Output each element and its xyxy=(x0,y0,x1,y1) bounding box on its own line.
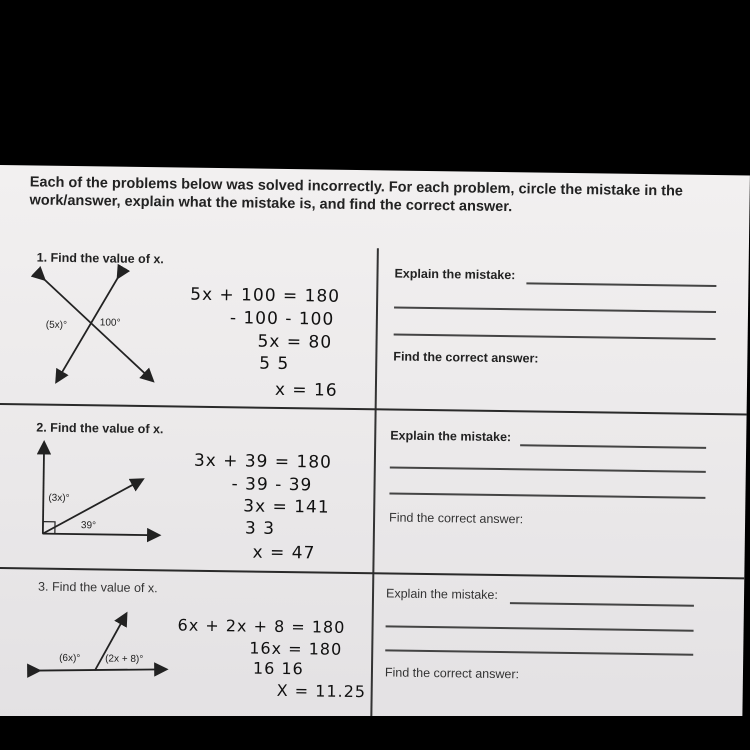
angle-label-39: 39° xyxy=(80,520,97,532)
problem-3-work-line-4: X = 11.25 xyxy=(276,680,367,702)
problem-2-diagram xyxy=(33,439,170,551)
problem-3-explain-blank-3[interactable] xyxy=(385,649,693,655)
photo-border-bottom xyxy=(0,716,750,750)
problem-2-answer-label: Find the correct answer: xyxy=(389,510,524,527)
horizontal-ray xyxy=(43,534,158,536)
problem-3-explain-blank-1[interactable] xyxy=(510,602,694,606)
problem-3-explain-label: Explain the mistake: xyxy=(385,586,499,602)
angle-label-6x: (6x)° xyxy=(59,652,81,665)
column-divider xyxy=(370,248,379,735)
problem-2-explain-blank-1[interactable] xyxy=(520,444,706,448)
problem-3-explain-blank-2[interactable] xyxy=(386,625,694,631)
straight-line xyxy=(38,668,165,673)
problem-1-explain-blank-2[interactable] xyxy=(394,307,716,313)
instructions-text: Each of the problems below was solved incorrectly. For each problem, circle the mistake in the work/answer, explain what the mistake is, and find the correct answer. xyxy=(29,174,684,216)
problem-2-work-line-1: 3x + 39 = 180 xyxy=(193,450,333,473)
problem-3-work-line-1: 6x + 2x + 8 = 180 xyxy=(177,615,346,637)
problem-3-work-line-2: 16x = 180 xyxy=(249,638,343,659)
angle-label-2x-plus-8: (2x + 8)° xyxy=(105,653,144,666)
problem-1-work-line-2: - 100 - 100 xyxy=(229,308,335,330)
problem-1-explain-blank-3[interactable] xyxy=(394,334,716,340)
problem-1-diagram xyxy=(27,270,169,392)
problem-2-work-line-4: 3 3 xyxy=(244,518,276,539)
problem-1-explain-label: Explain the mistake: xyxy=(394,266,516,283)
problem-3-answer-label: Find the correct answer: xyxy=(384,665,520,682)
problem-3-work-line-3: 16 16 xyxy=(252,658,304,679)
angle-label-5x: (5x)° xyxy=(45,319,68,331)
problem-1-work-line-5: x = 16 xyxy=(274,379,338,401)
problem-1-work-line-1: 5x + 100 = 180 xyxy=(190,284,341,307)
problem-2-work-line-3: 3x = 141 xyxy=(243,496,330,518)
problem-3-diagram xyxy=(33,606,174,688)
problem-1-title: 1. Find the value of x. xyxy=(36,250,164,267)
problem-2-work-line-5: x = 47 xyxy=(252,542,316,564)
problem-2-explain-blank-3[interactable] xyxy=(389,492,705,498)
problem-3-title: 3. Find the value of x. xyxy=(38,579,158,596)
problem-2-explain-blank-2[interactable] xyxy=(390,466,706,472)
vertical-ray xyxy=(43,444,44,534)
problem-1-answer-label: Find the correct answer: xyxy=(393,349,539,366)
problem-2-explain-label: Explain the mistake: xyxy=(390,428,512,445)
problem-2-work-line-2: - 39 - 39 xyxy=(231,474,313,496)
problem-1-work-line-4: 5 5 xyxy=(259,353,290,375)
row-divider-1 xyxy=(0,403,747,415)
angle-label-3x: (3x)° xyxy=(48,492,70,505)
problem-1-work-line-3: 5x = 80 xyxy=(257,331,333,353)
worksheet xyxy=(0,165,750,735)
problem-1-explain-blank-1[interactable] xyxy=(526,282,716,286)
angle-label-100: 100° xyxy=(99,317,121,329)
problem-2-title: 2. Find the value of x. xyxy=(36,420,164,437)
